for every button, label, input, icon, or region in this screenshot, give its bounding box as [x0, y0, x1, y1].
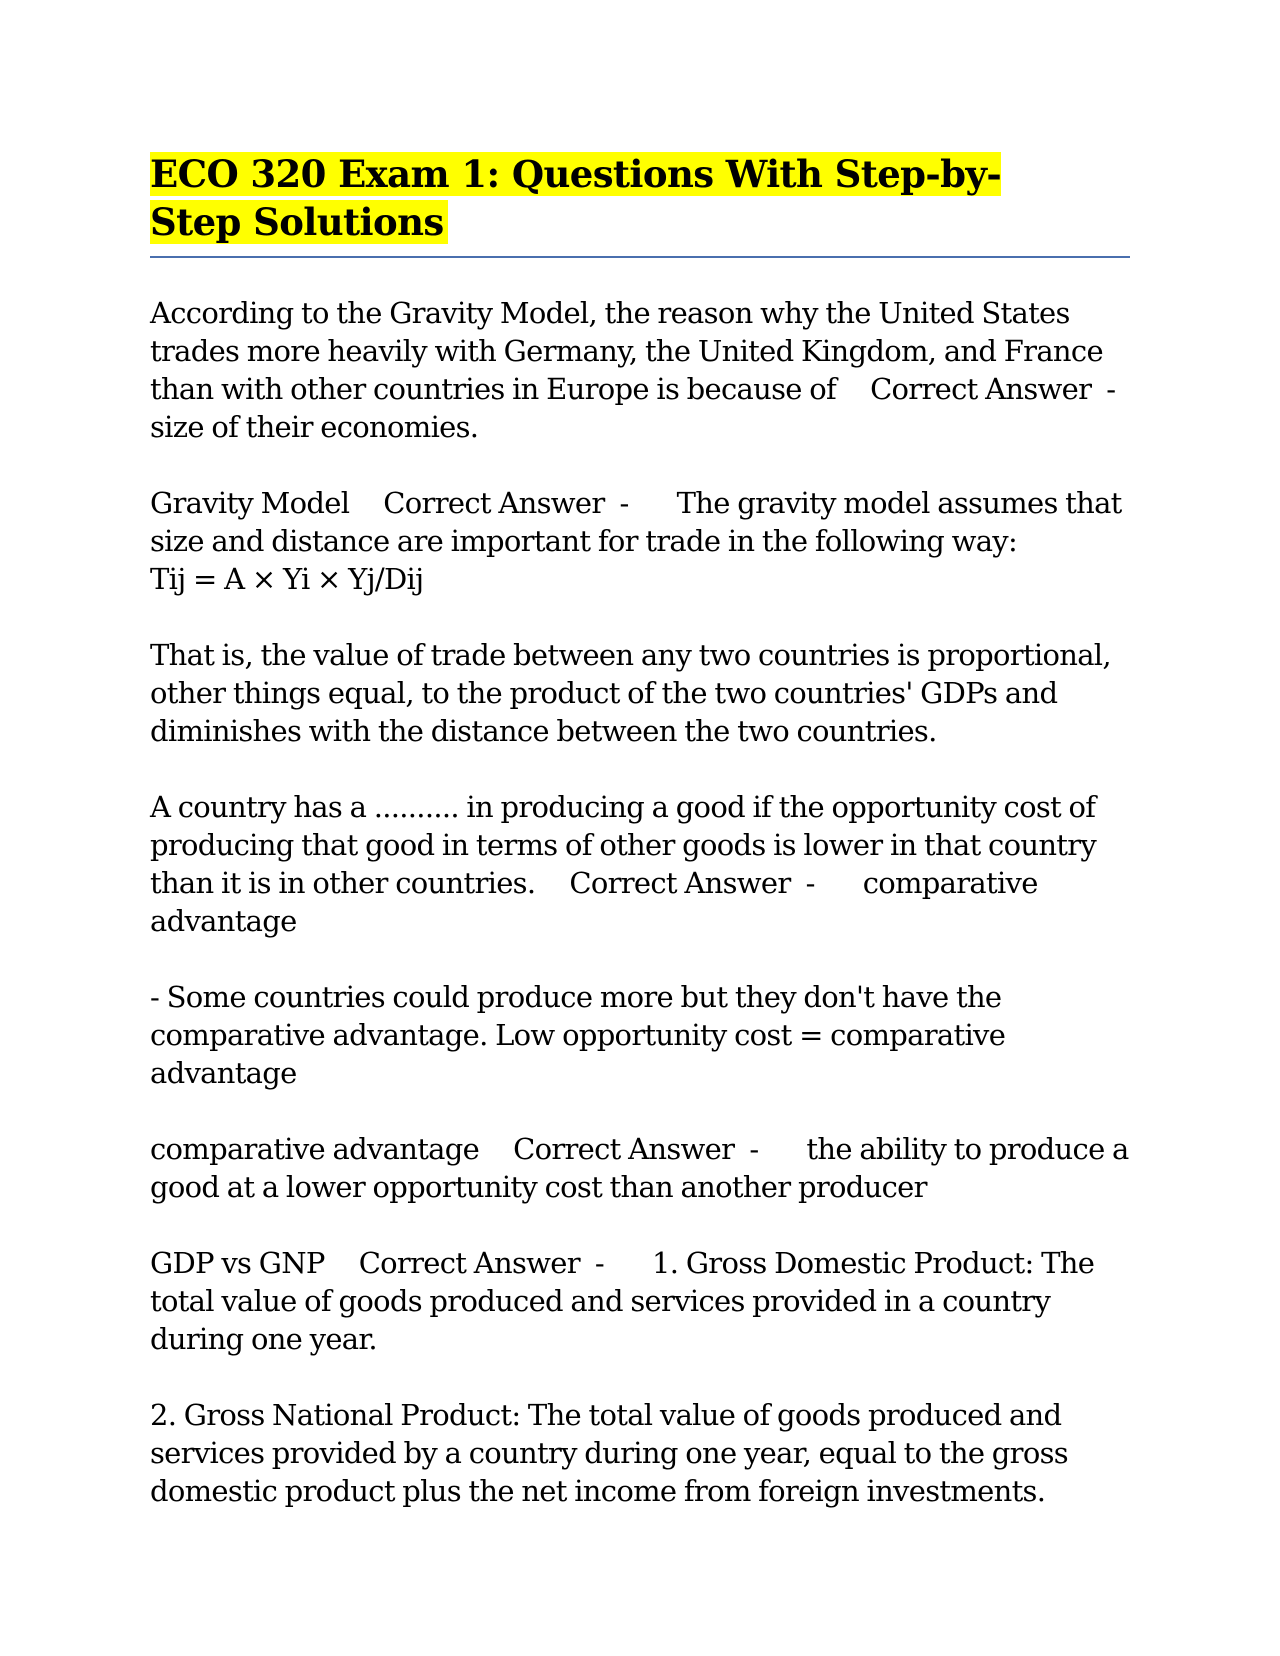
answer-marker: Correct Answer - — [569, 866, 815, 900]
document-page — [150, 150, 1137, 1548]
qa-item — [150, 1244, 1135, 1358]
answer-marker: Correct Answer - — [513, 1132, 759, 1166]
question-text: Gravity Model — [150, 486, 350, 520]
answer-text: comparative advantage — [150, 866, 1046, 938]
paragraph: - Some countries could produce more but they don't have the comparative advantage. Low opportunity cost = comparative advantage — [150, 980, 1013, 1090]
answer-marker: Correct Answer - — [870, 372, 1116, 406]
qa-item — [150, 788, 1135, 940]
qa-item — [150, 1130, 1135, 1206]
question-text: According to the Gravity Model, the reason why the United States trades more heavily with Germany, the United Kingdom, and France than with other countries in Europe is because of — [150, 296, 1111, 406]
paragraph: That is, the value of trade between any two countries is proportional, other things equal, to the product of the two countries' GDPs and diminishes with the distance between the two countries. — [150, 638, 1119, 748]
answer-text: The gravity model assumes that size and distance are important for trade in the following way: — [150, 486, 1130, 558]
answer-marker: Correct Answer - — [358, 1246, 605, 1280]
question-text: A country has a .......... in producing a good if the opportunity cost of producing that good in terms of other goods is lower in that country than it is in other countries. — [150, 790, 1104, 900]
question-text: comparative advantage — [150, 1132, 480, 1166]
question-text: GDP vs GNP — [150, 1246, 325, 1280]
formula-text: Tij = A × Yi × Yj/Dij — [150, 562, 424, 596]
title-divider — [150, 256, 1130, 258]
answer-text: the ability to produce a good at a lower opportunity cost than another producer — [150, 1132, 1137, 1204]
document-body — [150, 294, 1135, 1510]
paragraph: 2. Gross National Product: The total value of goods produced and services provided by a country during one year, equal to the gross domestic product plus the net income from foreign investments. — [150, 1398, 1076, 1508]
answer-text: 1. Gross Domestic Product: The total value of goods produced and services provided in a country during one year. — [150, 1246, 1102, 1356]
document-title — [150, 150, 1090, 246]
answer-marker: Correct Answer - — [383, 486, 629, 520]
qa-item — [150, 484, 1135, 598]
answer-text: size of their economies. — [150, 410, 479, 444]
title-highlight: ECO 320 Exam 1: Questions With Step-by-Step Solutions — [150, 152, 1002, 244]
qa-item — [150, 294, 1135, 446]
